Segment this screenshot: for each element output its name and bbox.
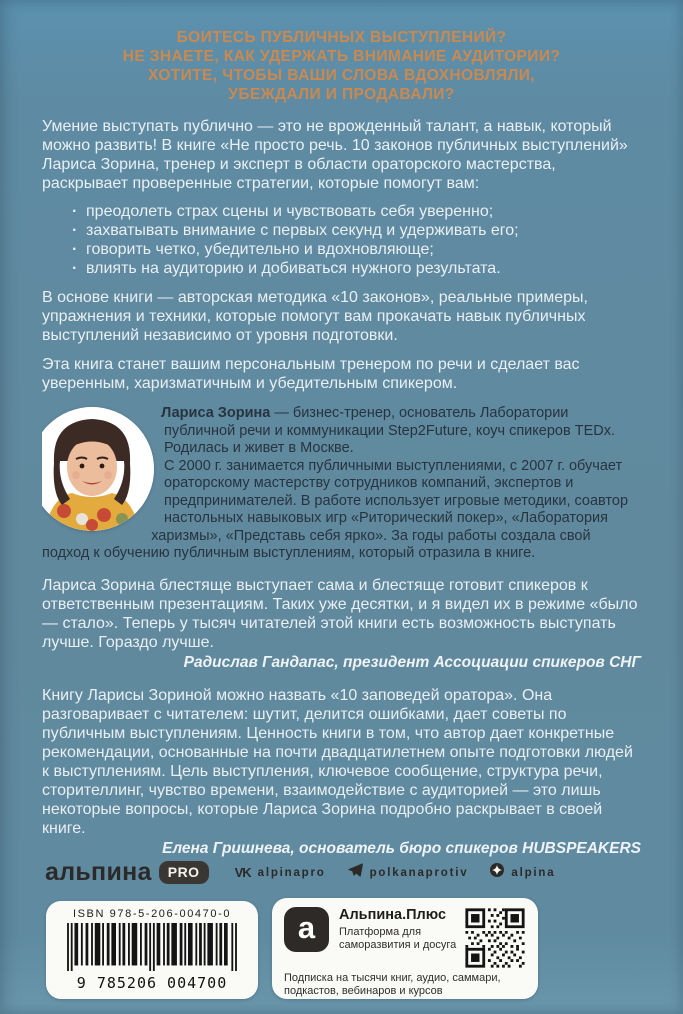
alpina-plus-caption: Подписка на тысячи книг, аудио, саммари, подкастов, вебинаров и курсов [284,972,501,997]
quote-text: Лариса Зорина блестяще выступает сама и блестяще готовит спикеров к ответственным презентациям. Таких уже десятки, и я видел их в режиме «было — стало». Теперь у тысяч читателей этой книги есть возможность выступать лучше. Гораздо лучше. [42,576,638,651]
publisher-row [45,858,641,887]
social-telegram [348,863,469,882]
isbn-label: ISBN 978-5-206-00470-0 [72,908,232,920]
social-handle: alpina [511,866,556,879]
intro-paragraph: Умение выступать публично — это не врожденный талант, а навык, который можно развить! В книге «Не просто речь. 10 законов публичных выступлений» Лариса Зорина, тренер и эксперт в области ораторского мастерства, раскрывает проверенные стратегии, которые помогут вам: [42,118,628,192]
alpina-plus-texts [339,907,457,969]
author-bio-lead: — бизнес-тренер, основатель Лаборатории публичной речи и коммуникации Step2Future, коуч спикеров TEDx. Родилась и живет в Москве. [164,405,615,456]
vk-icon: VK [234,865,251,880]
publisher-pro-badge: PRO [159,861,209,884]
qr-code [464,907,526,969]
list-item: · преодолеть страх сцены и чувствовать себя уверенно; [72,202,641,221]
quote-attribution: Радислав Гандапас, президент Ассоциации спикеров СНГ [183,653,641,671]
testimonial-gandapas [42,576,641,673]
list-item: · говорить четко, убедительно и вдохновляюще; [72,240,641,259]
headline-questions [42,28,641,104]
footer-cards [46,901,538,999]
testimonial-grishneva [42,686,641,859]
alpina-plus-card [272,898,538,999]
alpina-app-icon: a [284,907,329,952]
quote-text: Книгу Ларисы Зориной можно назвать «10 заповедей оратора». Она разговаривает с читателем: шутит, делится ошибками, дает советы по публичным выступлениям. Ценность книги в том, что автор дает конкретные рекомендации, основанные на почти двадцатилетнем опыте подготовки людей к выступлениям. Цель выступления, ключевое сообщение, структура речи, сторителлинг, чувство времени, взаимодействие с аудиторией — это лишь некоторые вопросы, которые Лариса Зорина подробно раскрывает в своей книге. [42,686,633,837]
method-paragraph: В основе книги — авторская методика «10 законов», реальные примеры, упражнения и техники, которые помогут вам прокачать навык публичных выступлений независимо от уровня подготовки. [42,289,588,344]
publisher-logo: альпина [45,858,152,886]
headline-line: БОИТЕСЬ ПУБЛИЧНЫХ ВЫСТУПЛЕНИЙ? [176,29,507,46]
alpina-plus-top [284,907,526,969]
list-item: · влиять на аудиторию и добиваться нужного результата. [72,259,641,278]
social-links [235,863,556,882]
benefits-list [42,202,641,278]
ean-barcode [60,923,244,976]
isbn-card [46,901,258,999]
alpina-plus-subtitle: Платформа для саморазвития и досуга [339,926,457,951]
isbn-digits: 9 785206 004700 [76,974,228,992]
telegram-icon [348,863,363,882]
author-bio-paragraph: С 2000 г. занимается публичными выступлениями, с 2007 г. обучает ораторскому мастерству сотрудников компаний, экспертов и предпринимателей. В работе использует игровые методики, соавтор настольных навыковых игр «Риторический покер», «Лаборатория харизмы», «Представь себя ярко». За годы работы создала свой подход к обучению публичным выступлениям, который отразила в книге. [42,457,629,561]
headline-line: УБЕЖДАЛИ И ПРОДАВАЛИ? [228,86,455,103]
list-item: · захватывать внимание с первых секунд и удерживать его; [72,221,641,240]
social-handle: polkanaprotiv [369,866,469,879]
social-dzen [490,863,555,882]
alpina-plus-title: Альпина.Плюс [339,907,447,923]
dzen-icon [490,863,504,882]
headline-line: ХОТИТЕ, ЧТОБЫ ВАШИ СЛОВА ВДОХНОВЛЯЛИ, [147,67,535,84]
trainer-paragraph: Эта книга станет вашим персональным тренером по речи и сделает вас уверенным, харизматичным и убедительным спикером. [42,356,580,392]
author-bio-section [42,405,641,563]
social-handle: alpinapro [257,866,326,879]
social-vk [235,865,326,880]
quote-attribution: Елена Гришнева, основатель бюро спикеров HUBSPEAKERS [162,839,641,857]
author-name: Лариса Зорина [161,405,271,421]
headline-line: НЕ ЗНАЕТЕ, КАК УДЕРЖАТЬ ВНИМАНИЕ АУДИТОРИИ? [122,48,561,65]
